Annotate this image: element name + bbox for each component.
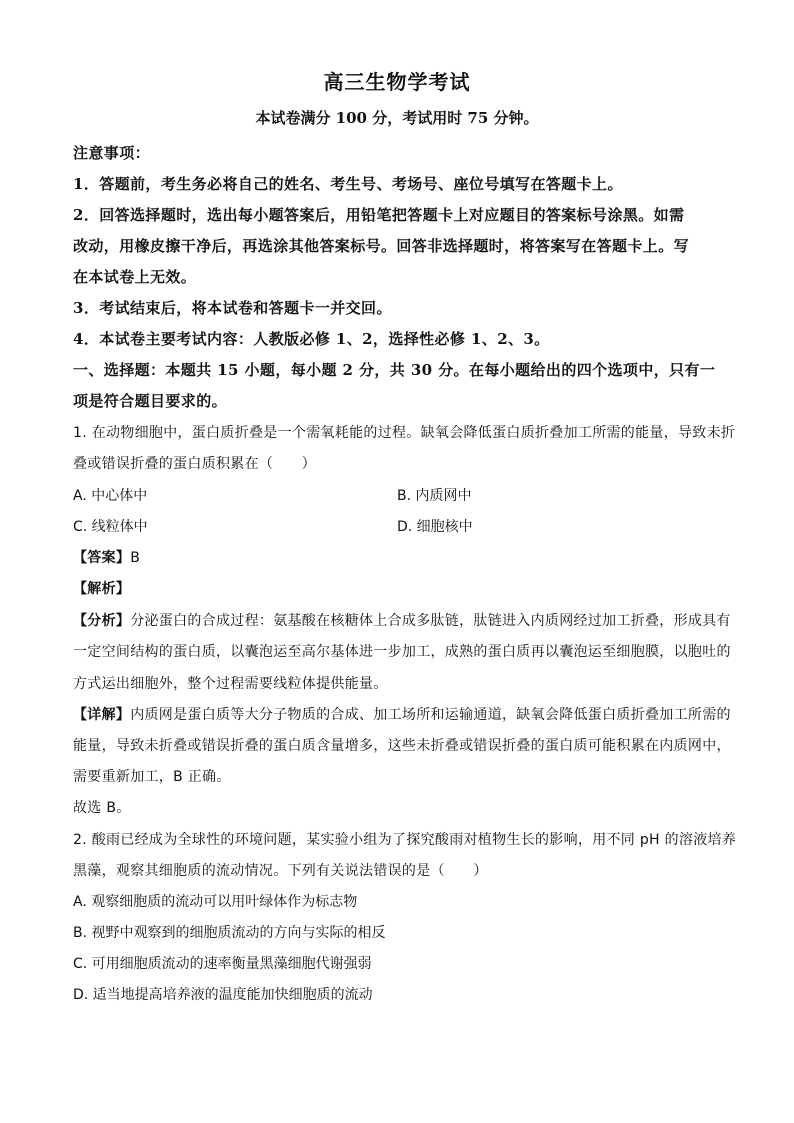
q2-stem-line-2: 黑藻，观察其细胞质的流动情况。下列有关说法错误的是（ ） [73, 863, 488, 879]
answer-tag: 【答案】 [73, 550, 131, 566]
q2-stem-line-1: 2. 酸雨已经成为全球性的环境问题，某实验小组为了探究酸雨对植物生长的影响，用不同 pH 的溶液培养 [73, 832, 737, 848]
q1-xiangjie-line-2: 能量，导致未折叠或错误折叠的蛋白质含量增多，这些未折叠或错误折叠的蛋白质可能积累在内质网中， [73, 738, 731, 754]
q1-conclusion: 故选 B。 [73, 800, 131, 816]
notes-heading: 注意事项： [73, 144, 151, 162]
q2-option-d: D. 适当地提高培养液的温度能加快细胞质的流动 [73, 987, 373, 1003]
q1-fenxi-line-2: 一定空间结构的蛋白质，以囊泡运至高尔基体进一步加工，成熟的蛋白质再以囊泡运至细胞膜，以胞吐的 [73, 644, 731, 660]
exam-subtitle: 本试卷满分 100 分，考试用时 75 分钟。 [255, 109, 539, 127]
q1-fenxi-line-3: 方式运出细胞外，整个过程需要线粒体提供能量。 [73, 676, 388, 692]
section-heading-line-1: 一、选择题：本题共 15 小题，每小题 2 分，共 30 分。在每小题给出的四个选项中，只有一 [73, 361, 716, 379]
q1-fenxi-line-1 [73, 610, 731, 630]
note-item-2-line-3: 在本试卷上无效。 [73, 268, 197, 286]
note-item-2-line-2: 改动，用橡皮擦干净后，再选涂其他答案标号。回答非选择题时，将答案写在答题卡上。写 [73, 237, 690, 255]
fenxi-text-1: 分泌蛋白的合成过程：氨基酸在核糖体上合成多肽链，肽链进入内质网经过加工折叠，形成具有 [130, 613, 731, 629]
answer-value: B [130, 550, 141, 566]
fenxi-tag: 【分析】 [73, 613, 131, 629]
q1-stem-line-1: 1. 在动物细胞中，蛋白质折叠是一个需氧耗能的过程。缺氧会降低蛋白质折叠加工所需的能量，导致未折 [73, 425, 736, 441]
q2-option-c: C. 可用细胞质流动的速率衡量黑藻细胞代谢强弱 [73, 956, 372, 972]
q2-option-a: A. 观察细胞质的流动可以用叶绿体作为标志物 [73, 894, 358, 910]
note-item-1: 1．答题前，考生务必将自己的姓名、考生号、考场号、座位号填写在答题卡上。 [73, 175, 623, 193]
q1-xiangjie-line-1 [73, 704, 731, 724]
q1-option-a: A. 中心体中 [73, 488, 148, 504]
q1-option-c: C. 线粒体中 [73, 519, 148, 535]
q1-answer-line [73, 547, 140, 567]
note-item-2-line-1: 2．回答选择题时，选出每小题答案后，用铅笔把答题卡上对应题目的答案标号涂黑。如需 [73, 206, 685, 224]
q1-analysis-tag [73, 578, 130, 598]
note-item-4: 4．本试卷主要考试内容：人教版必修 1、2，选择性必修 1、2、3。 [73, 330, 550, 348]
analysis-tag: 【解析】 [73, 581, 131, 597]
q2-option-b: B. 视野中观察到的细胞质流动的方向与实际的相反 [73, 925, 386, 941]
q1-stem-line-2: 叠或错误折叠的蛋白质积累在（ ） [73, 456, 317, 472]
q1-option-b: B. 内质网中 [397, 488, 472, 504]
xiangjie-tag: 【详解】 [73, 707, 131, 723]
note-item-3: 3．考试结束后，将本试卷和答题卡一并交回。 [73, 299, 392, 317]
xiangjie-text-1: 内质网是蛋白质等大分子物质的合成、加工场所和运输通道，缺氧会降低蛋白质折叠加工所需的 [130, 707, 731, 723]
exam-title: 高三生物学考试 [323, 70, 471, 94]
section-heading-line-2: 项是符合题目要求的。 [73, 392, 228, 410]
q1-option-d: D. 细胞核中 [397, 519, 473, 535]
q1-xiangjie-line-3: 需要重新加工，B 正确。 [73, 769, 231, 785]
